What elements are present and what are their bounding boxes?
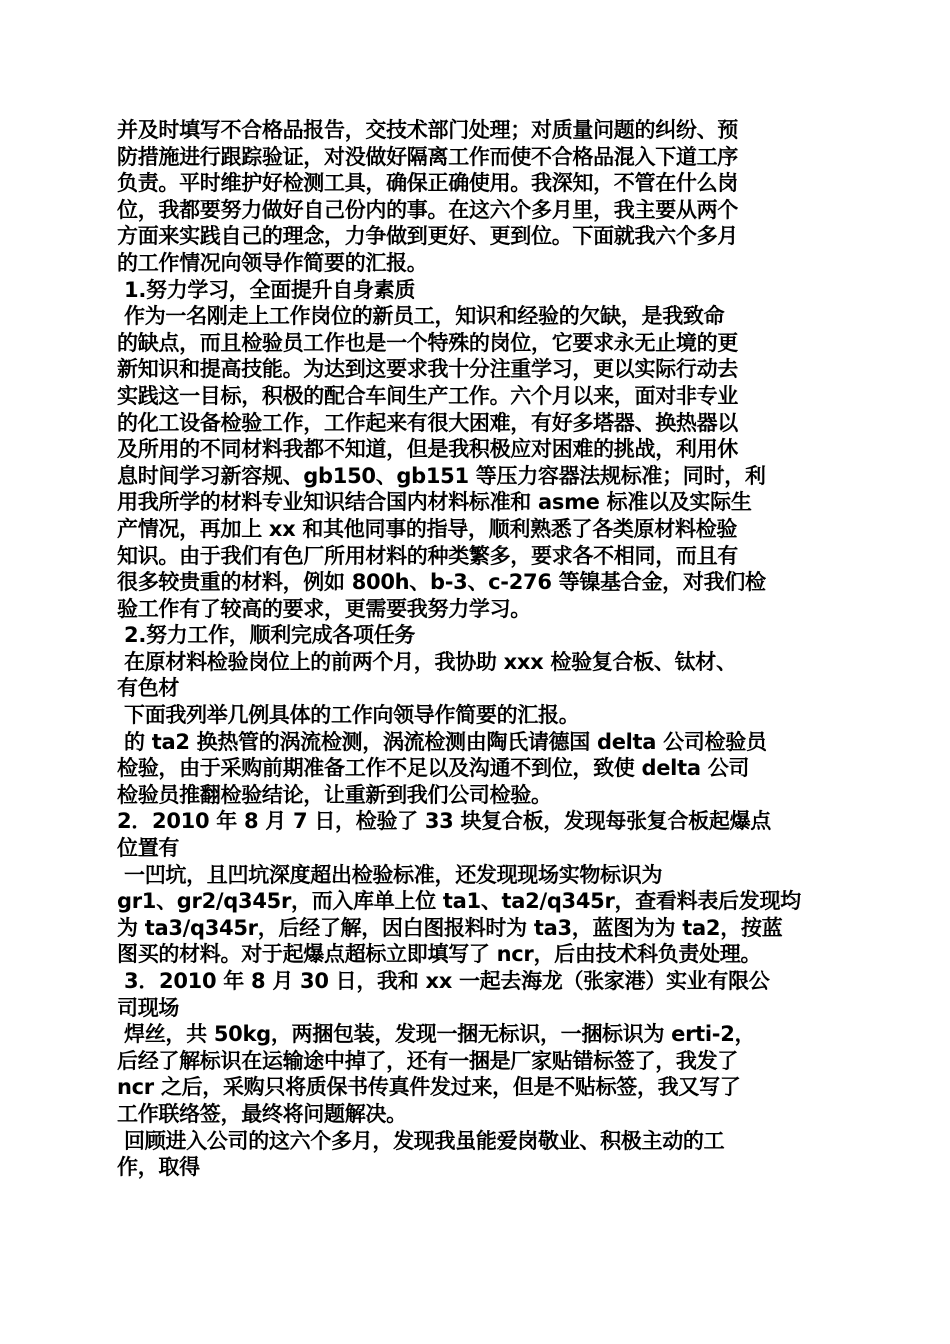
text-line: gr1、gr2/q345r，而入库单上位 ta1、ta2/q345r，查看料表后发现均 (117, 889, 801, 914)
text-line: 一凹坑，且凹坑深度超出检验标准，还发现现场实物标识为 (117, 862, 663, 887)
text-line: 位置有 (117, 836, 180, 861)
text-line: 产情况，再加上 xx 和其他同事的指导，顺利熟悉了各类原材料检验 (117, 516, 738, 541)
text-line: 很多较贵重的材料，例如 800h、b-3、c-276 等镍基合金，对我们检 (117, 570, 766, 595)
text-line: 作，取得 (117, 1155, 200, 1180)
text-line: 2.努力工作，顺利完成各项任务 (117, 623, 416, 648)
text-line: 用我所学的材料专业知识结合国内材料标准和 asme 标准以及实际生 (117, 490, 752, 515)
text-line: 为 ta3/q345r，后经了解，因白图报料时为 ta3，蓝图为为 ta2，按蓝 (117, 915, 783, 940)
document-body (117, 117, 842, 1181)
text-line: 的化工设备检验工作，工作起来有很大困难，有好多塔器、换热器以 (117, 410, 738, 435)
text-line: 回顾进入公司的这六个多月，发现我虽能爱岗敬业、积极主动的工 (117, 1128, 725, 1153)
text-line: 负责。平时维护好检测工具，确保正确使用。我深知，不管在什么岗 (117, 171, 738, 196)
text-line: 工作联络签，最终将问题解决。 (117, 1101, 407, 1126)
text-line: 焊丝，共 50kg，两捆包装，发现一捆无标识，一捆标识为 erti-2， (117, 1022, 756, 1047)
text-line: 新知识和提高技能。为达到这要求我十分注重学习，更以实际行动去 (117, 357, 738, 382)
text-line: 检验，由于采购前期准备工作不足以及沟通不到位，致使 delta 公司 (117, 756, 750, 781)
text-line: ncr 之后，采购只将质保书传真件发过来，但是不贴标签，我又写了 (117, 1075, 741, 1100)
text-line: 位，我都要努力做好自己份内的事。在这六个多月里，我主要从两个 (117, 197, 738, 222)
text-line: 并及时填写不合格品报告，交技术部门处理；对质量问题的纠纷、预 (117, 118, 738, 142)
text-line: 检验员推翻检验结论，让重新到我们公司检验。 (117, 782, 552, 807)
text-line: 3．2010 年 8 月 30 日，我和 xx 一起去海龙（张家港）实业有限公 (117, 969, 770, 993)
text-line: 的 ta2 换热管的涡流检测，涡流检测由陶氏请德国 delta 公司检验员 (117, 729, 767, 754)
text-line: 及所用的不同材料我都不知道，但是我积极应对困难的挑战，利用休 (117, 437, 738, 462)
text-line: 的缺点，而且检验员工作也是一个特殊的岗位，它要求永无止境的更 (117, 330, 738, 355)
text-line: 有色材 (117, 676, 180, 701)
text-line: 1.努力学习，全面提升自身素质 (117, 277, 416, 302)
text-line: 后经了解标识在运输途中掉了，还有一捆是厂家贴错标签了，我发了 (117, 1048, 738, 1073)
text-line: 方面来实践自己的理念，力争做到更好、更到位。下面就我六个多月 (117, 224, 738, 249)
text-line: 的工作情况向领导作简要的汇报。 (117, 250, 428, 275)
text-line: 图买的材料。对于起爆点超标立即填写了 ncr，后由技术科负责处理。 (117, 942, 762, 967)
text-line: 息时间学习新容规、gb150、gb151 等压力容器法规标准；同时，利 (117, 463, 766, 488)
text-line: 下面我列举几例具体的工作向领导作简要的汇报。 (117, 703, 580, 728)
text-line: 验工作有了较高的要求，更需要我努力学习。 (117, 596, 531, 621)
text-line: 2．2010 年 8 月 7 日，检验了 33 块复合板，发现每张复合板起爆点 (117, 809, 771, 834)
text-line: 在原材料检验岗位上的前两个月，我协助 xxx 检验复合板、钛材、 (117, 649, 737, 674)
text-line: 司现场 (117, 995, 180, 1020)
text-line: 作为一名刚走上工作岗位的新员工，知识和经验的欠缺，是我致命 (117, 304, 725, 329)
text-line: 知识。由于我们有色厂所用材料的种类繁多，要求各不相同，而且有 (117, 543, 738, 568)
text-line: 实践这一目标，积极的配合车间生产工作。六个月以来，面对非专业 (117, 383, 738, 408)
text-line: 防措施进行跟踪验证，对没做好隔离工作而使不合格品混入下道工序 (117, 144, 738, 169)
